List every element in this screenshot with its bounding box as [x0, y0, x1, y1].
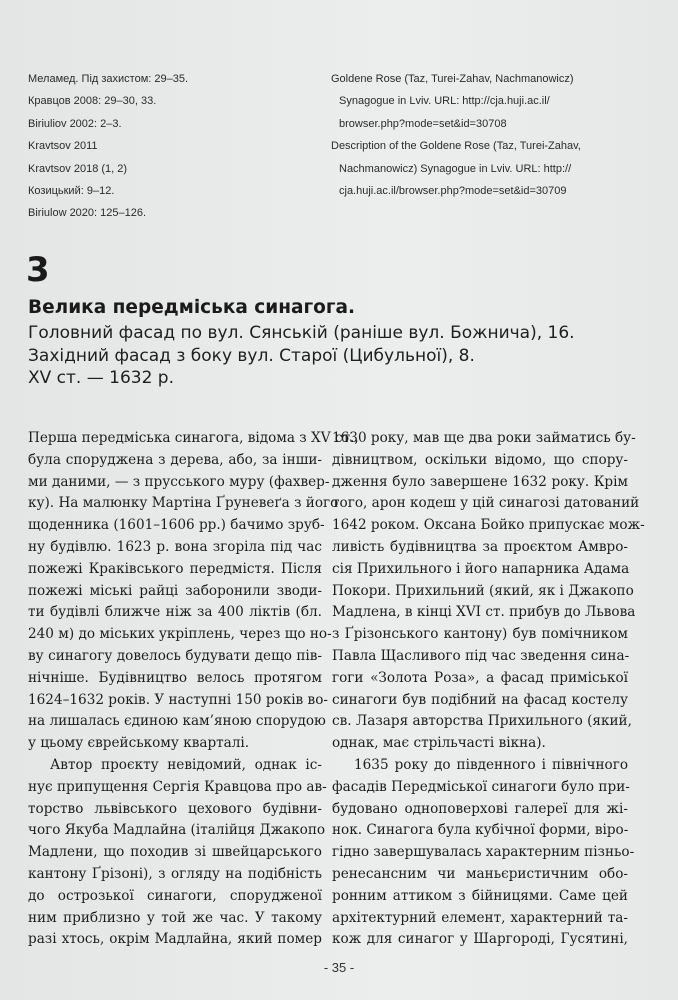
text-line: Мадлени, що походив зі швейцарського [28, 844, 322, 861]
paragraph [332, 755, 635, 951]
paragraph [332, 428, 645, 755]
text-line: того, арон кодеш у цій синагозі датований [332, 495, 640, 512]
paragraph [28, 428, 359, 755]
text-line: ку). На малюнку Мартіна Ґруневеґа з його [28, 495, 339, 512]
text-line: кантону Ґрізоні), з огляду на подібність [28, 865, 322, 882]
text-line: Мадлена, в кінці XVI ст. прибув до Львова [332, 604, 636, 621]
text-line: була споруджена з дерева, або, за інши- [28, 451, 322, 468]
text-line: ронним аттиком з бійницями. Саме цей [332, 887, 628, 904]
body-column-left [28, 428, 359, 951]
text-line: нічніше. Будівництво велось протягом [28, 669, 322, 686]
text-line: нок. Синагога була кубічної форми, віро- [332, 822, 629, 839]
text-line: у цьому єврейському кварталі. [28, 735, 250, 752]
text-line: дження було завершене 1632 року. Крім [332, 473, 628, 490]
text-line: сія Прихильного і його напарника Адама [332, 560, 630, 577]
text-line: ливість будівництва за проєктом Амвро- [332, 538, 628, 555]
entry-number: 3 [26, 250, 50, 290]
references-right [331, 68, 581, 202]
text-line: 1635 року до південного і північного [354, 756, 628, 773]
subtitle-line: Головний фасад по вул. Сянській (раніше вул. Божнича), 16. [28, 323, 575, 343]
references-left [28, 68, 188, 225]
text-line: ним приблизно у той же час. У такому [28, 909, 322, 926]
text-line: гоги «Золота Роза», а фасад приміської [332, 669, 628, 686]
entry-subtitle [28, 322, 575, 390]
text-line: фасадів Передміської синагоги було при- [332, 778, 630, 795]
text-line: на лишалась єдиною кам’яною спорудою [28, 713, 326, 730]
text-line: чого Якуба Мадлайна (італійця Джакопо [28, 822, 326, 839]
reference-line: cja.huji.ac.il/browser.php?mode=set&id=30709 [339, 184, 567, 197]
text-line: ну будівлю. 1623 р. вона згоріла під час [28, 538, 322, 555]
reference: Меламед. Під захистом: 29–35. [28, 73, 189, 85]
text-line: архітектурний елемент, характерний та- [332, 909, 628, 926]
text-line: Перша передміська синагога, відома з XV ст., [28, 430, 359, 446]
text-line: пожежі міські райці заборонили зводи- [28, 582, 322, 599]
text-line: ми даними, — з прусського муру (фахвер- [28, 473, 330, 490]
text-line: гідно завершувалась характерним пізньо- [332, 844, 635, 861]
subtitle-line: XV ст. — 1632 р. [28, 368, 175, 388]
reference: Biriuliov 2002: 2–3. [28, 117, 122, 130]
page-number: - 35 - [323, 960, 355, 975]
text-line: 1624–1632 років. У наступні 150 років во- [28, 691, 328, 708]
text-line: будовано одноповерхові галереї для жі- [332, 800, 628, 817]
reference-line: browser.php?mode=set&id=30708 [339, 117, 507, 130]
text-line: однак, має стрільчасті вікна). [332, 735, 546, 752]
reference-line: Goldene Rose (Taz, Turei-Zahav, Nachmanowicz) [331, 73, 574, 85]
reference: Biriulow 2020: 125–126. [28, 207, 147, 220]
text-line: 240 м) до міських укріплень, через що но- [28, 626, 332, 643]
text-line: торство львівського цехового будівни- [28, 800, 322, 817]
reference-line: Nachmanowicz) Synagogue in Lviv. URL: http:// [339, 162, 572, 175]
paragraph [28, 755, 327, 951]
entry-title: Велика передміська синагога. [28, 297, 356, 318]
text-line: щоденника (1601–1606 рр.) бачимо зруб- [28, 517, 325, 534]
text-line: 1630 року, мав ще два роки займатись бу- [332, 430, 636, 446]
reference-line: Description of the Goldene Rose (Taz, Turei-Zahav, [331, 140, 581, 153]
text-line: Покори. Прихильний (який, як і Джакопо [332, 582, 634, 599]
text-line: пожежі Краківського передмістя. Після [28, 560, 322, 577]
text-line: з Ґрізонського кантону) був помічником [332, 626, 628, 643]
text-line: ву синагогу довелось будувати дещо пів- [28, 647, 322, 664]
text-line: кож для синагог у Шаргороді, Гусятині, [332, 931, 628, 948]
text-line: св. Лазаря авторства Прихильного (який, [332, 713, 632, 730]
reference-line: Synagogue in Lviv. URL: http://cja.huji.ac.il/ [339, 95, 550, 108]
text-line: ренесансним чи маньєристичним обо- [332, 865, 628, 882]
text-line: Автор проєкту невідомий, однак іс- [50, 756, 322, 773]
reference: Kravtsov 2018 (1, 2) [28, 162, 128, 175]
reference: Kravtsov 2011 [28, 140, 98, 153]
subtitle-line: Західний фасад з боку вул. Старої (Цибульної), 8. [28, 345, 475, 366]
text-line: нує припущення Сергія Кравцова про ав- [28, 778, 327, 795]
text-line: до острозької синагоги, спорудженої [28, 887, 322, 904]
text-line: дівництвом, оскільки відомо, що спору- [332, 451, 628, 468]
text-line: синагоги був подібний на фасад костелу [332, 691, 628, 708]
text-line: разі хтось, окрім Мадлайна, який помер [28, 931, 322, 948]
text-line: Павла Щасливого під час зведення сина- [332, 647, 630, 664]
reference: Козицький: 9–12. [28, 184, 115, 197]
reference: Кравцов 2008: 29–30, 33. [28, 95, 157, 108]
text-line: ти будівлі ближче ніж за 400 ліктів (бл. [28, 604, 322, 621]
text-line: 1642 роком. Оксана Бойко припускає мож- [332, 517, 645, 534]
body-column-right [332, 428, 645, 951]
